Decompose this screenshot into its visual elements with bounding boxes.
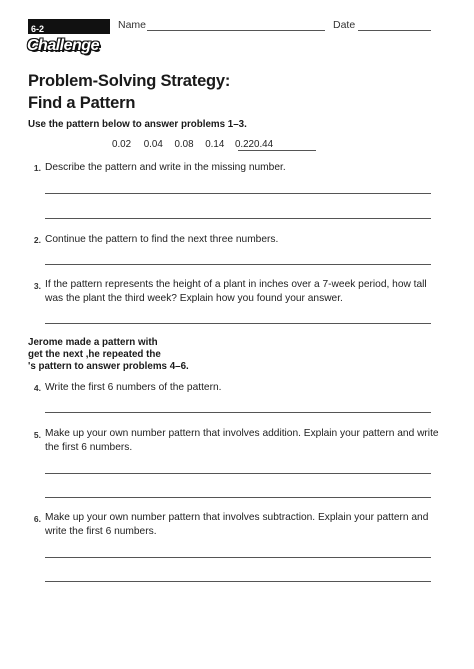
- answer-line[interactable]: [45, 473, 431, 474]
- lesson-number: 6-2: [31, 24, 45, 34]
- name-label: Name: [118, 19, 147, 31]
- pattern-value: 0.04: [143, 139, 163, 150]
- question-number: 5.: [33, 430, 41, 440]
- pattern-value: 0.44: [254, 139, 274, 150]
- question-text: If the pattern represents the height of a plant in inches over a 7-week period, how tall was the plant the third week? Explain how you found your answer.: [45, 279, 427, 304]
- answer-line[interactable]: [45, 497, 431, 498]
- question-text: Continue the pattern to find the next three numbers.: [45, 234, 279, 245]
- question-text: Make up your own number pattern that involves subtraction. Explain your pattern and write the first 6 numbers.: [45, 512, 429, 537]
- page-title-line1: Problem-Solving Strategy:: [28, 72, 231, 90]
- question-number: 2.: [33, 235, 41, 245]
- pattern-value: 0.14: [205, 139, 225, 150]
- question-text: Write the first 6 numbers of the pattern.: [45, 382, 222, 393]
- question-number: 3.: [33, 281, 41, 291]
- answer-line[interactable]: [45, 581, 431, 582]
- instructions-2-line3: 's pattern to answer problems 4–6.: [28, 361, 189, 372]
- answer-line[interactable]: [45, 264, 431, 265]
- instructions-2-line2: get the next ,he repeated the: [28, 349, 161, 360]
- instructions-1: Use the pattern below to answer problems 1–3.: [28, 119, 247, 130]
- question-text: Describe the pattern and write in the missing number.: [45, 162, 286, 173]
- answer-line[interactable]: [45, 323, 431, 324]
- page-title-line2: Find a Pattern: [28, 94, 136, 112]
- question-number: 6.: [33, 514, 41, 524]
- answer-line[interactable]: [45, 218, 431, 219]
- number-pattern: [112, 139, 273, 150]
- answer-line[interactable]: [45, 193, 431, 194]
- answer-line[interactable]: [45, 557, 431, 558]
- answer-line[interactable]: [45, 412, 431, 413]
- pattern-value: 0.22: [234, 139, 255, 150]
- date-label: Date: [333, 19, 356, 31]
- pattern-blank-line[interactable]: [238, 150, 316, 151]
- name-field[interactable]: [147, 30, 325, 31]
- challenge-badge: Challenge: [27, 37, 99, 54]
- lesson-number-bar: [28, 19, 110, 34]
- pattern-value: 0.02: [112, 139, 132, 150]
- pattern-value: 0.08: [174, 139, 194, 150]
- question-number: 4.: [33, 383, 41, 393]
- instructions-2-line1: Jerome made a pattern with: [28, 337, 158, 348]
- date-field[interactable]: [358, 30, 431, 31]
- question-text: Make up your own number pattern that involves addition. Explain your pattern and write the first 6 numbers.: [45, 428, 439, 453]
- question-number: 1.: [33, 163, 41, 173]
